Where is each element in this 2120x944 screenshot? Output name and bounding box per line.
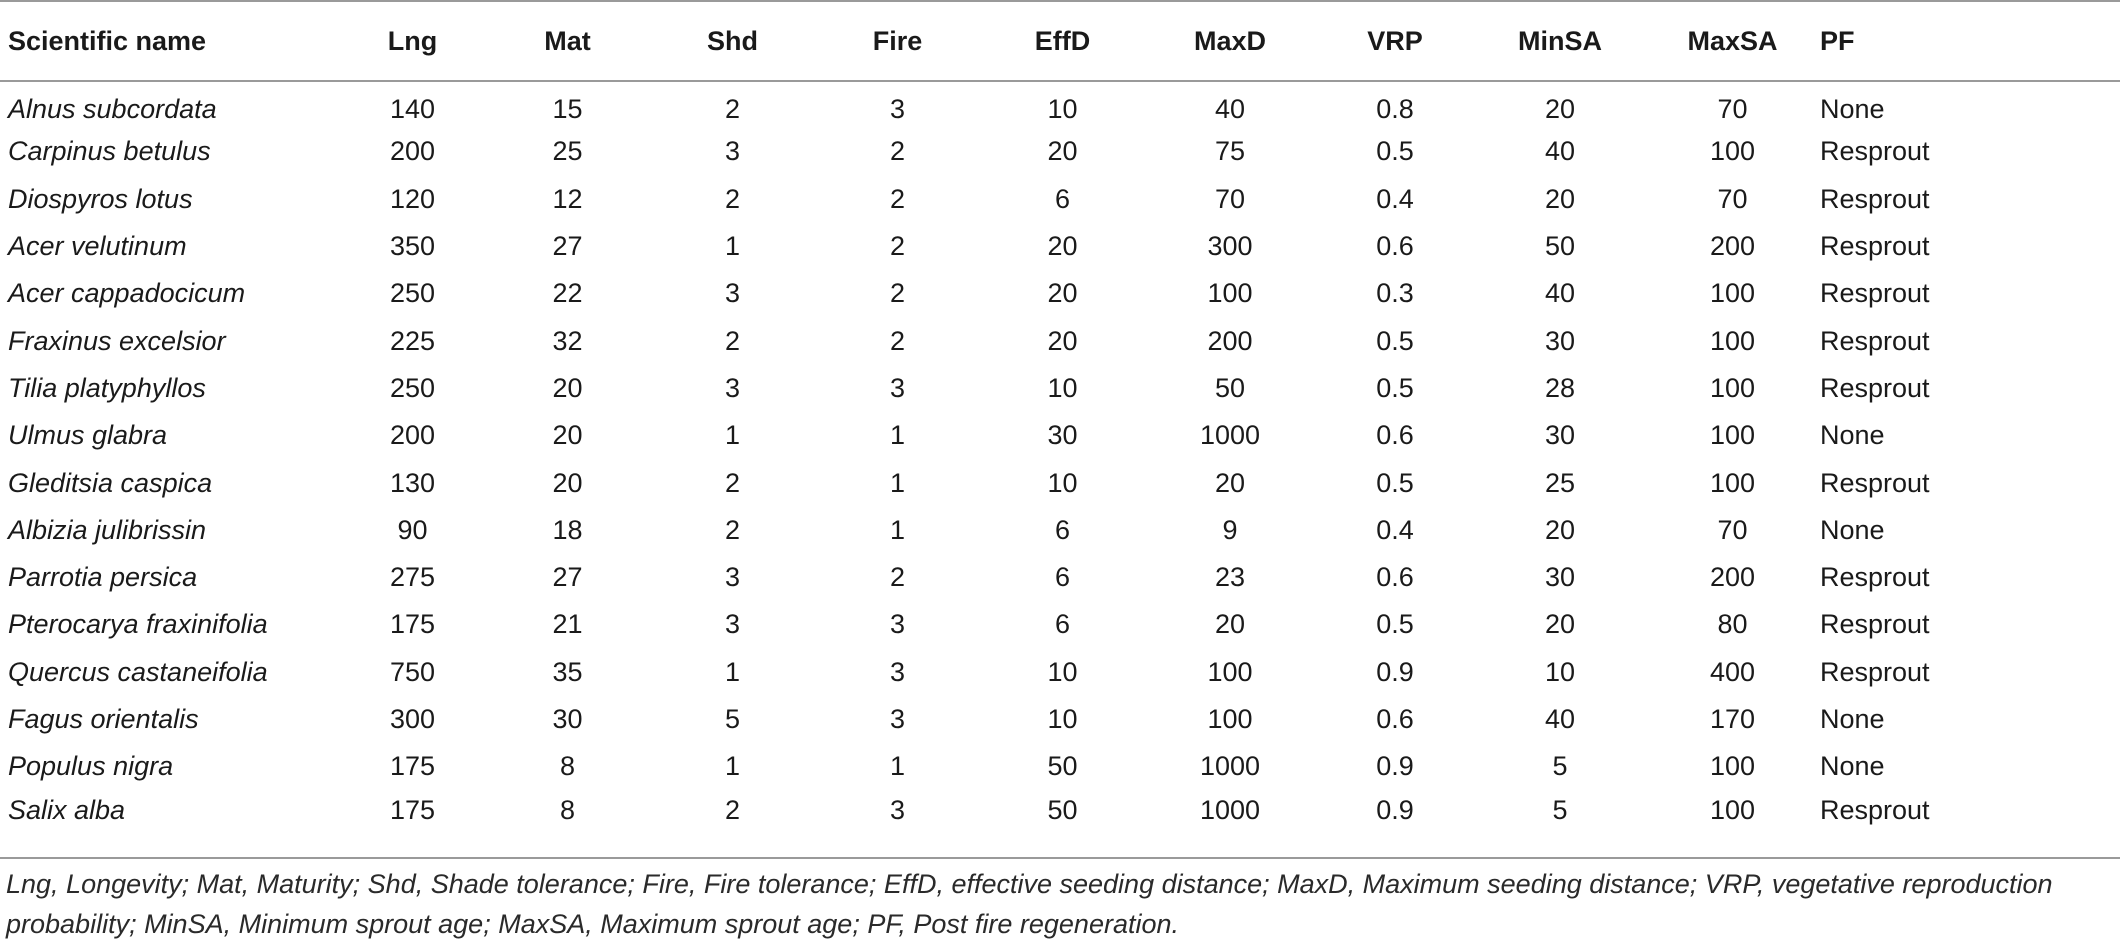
value-cell: 20 <box>552 467 583 498</box>
table-row <box>0 601 2120 648</box>
value-cell: 6 <box>1054 514 1071 545</box>
value-cell: 3 <box>889 372 906 403</box>
species-name-cell: Parrotia persica <box>8 562 198 593</box>
value-cell: 10 <box>1047 467 1078 498</box>
value-cell: 8 <box>559 751 576 782</box>
table-row <box>0 696 2120 743</box>
value-cell: 2 <box>889 231 906 262</box>
pf-cell: None <box>1820 514 1885 545</box>
table-body <box>0 81 2120 838</box>
column-header-scientific-name: Scientific name <box>0 1 340 81</box>
value-cell: 10 <box>1047 93 1078 124</box>
value-cell: 100 <box>1709 420 1756 451</box>
column-header-maxsa: MaxSA <box>1645 1 1820 81</box>
value-cell: 35 <box>552 656 583 687</box>
value-cell: 140 <box>389 93 436 124</box>
value-cell: 9 <box>1222 514 1238 545</box>
value-cell: 50 <box>1544 231 1576 262</box>
species-name-cell: Gleditsia caspica <box>8 467 213 498</box>
value-cell: 70 <box>1717 183 1748 214</box>
value-cell: 27 <box>552 562 583 593</box>
table-row <box>0 176 2120 223</box>
value-cell: 200 <box>1709 562 1756 593</box>
table-footnote <box>6 864 2106 944</box>
pf-cell: Resprout <box>1820 372 1930 403</box>
value-cell: 100 <box>1207 278 1253 309</box>
value-cell: 90 <box>397 514 428 545</box>
value-cell: 10 <box>1047 372 1078 403</box>
value-cell: 20 <box>1214 467 1246 498</box>
value-cell: 0.9 <box>1376 656 1414 687</box>
table-row <box>0 270 2120 317</box>
value-cell: 20 <box>1214 609 1246 640</box>
pf-cell: Resprout <box>1820 562 1930 593</box>
value-cell: 25 <box>552 136 583 167</box>
value-cell: 3 <box>889 609 906 640</box>
pf-cell: None <box>1820 420 1885 451</box>
table-row <box>0 554 2120 601</box>
value-cell: 0.8 <box>1376 93 1414 124</box>
column-header-effd: EffD <box>980 1 1145 81</box>
value-cell: 3 <box>889 656 906 687</box>
value-cell: 100 <box>1207 704 1253 734</box>
value-cell: 6 <box>1054 183 1071 214</box>
value-cell: 120 <box>389 183 436 214</box>
value-cell: 0.9 <box>1376 751 1414 782</box>
value-cell: 3 <box>889 794 906 825</box>
value-cell: 175 <box>389 751 436 782</box>
value-cell: 100 <box>1709 278 1756 309</box>
value-cell: 50 <box>1214 372 1246 403</box>
table-row <box>0 459 2120 506</box>
value-cell: 0.3 <box>1376 278 1414 309</box>
value-cell: 3 <box>724 278 741 309</box>
value-cell: 1000 <box>1199 420 1261 451</box>
value-cell: 2 <box>724 183 741 214</box>
column-header-lng: Lng <box>340 1 485 81</box>
value-cell: 350 <box>389 231 436 262</box>
value-cell: 2 <box>724 794 741 825</box>
value-cell: 1 <box>724 231 741 262</box>
footnote-line-2: probability; MinSA, Minimum sprout age; MaxSA, Maximum sprout age; PF, Post fire regeneration. <box>6 909 1179 939</box>
value-cell: 5 <box>724 704 741 734</box>
value-cell: 27 <box>552 231 583 262</box>
value-cell: 40 <box>1214 93 1246 124</box>
species-name-cell: Pterocarya fraxinifolia <box>8 609 268 640</box>
pf-cell: Resprout <box>1820 231 1930 262</box>
value-cell: 10 <box>1047 656 1078 687</box>
value-cell: 40 <box>1544 704 1576 734</box>
value-cell: 80 <box>1717 609 1748 640</box>
value-cell: 20 <box>1047 325 1078 356</box>
value-cell: 1 <box>889 751 906 782</box>
species-name-cell: Albizia julibrissin <box>8 514 207 545</box>
value-cell: 0.4 <box>1376 514 1414 545</box>
value-cell: 100 <box>1709 751 1756 782</box>
species-name-cell: Salix alba <box>8 794 126 825</box>
pf-cell: Resprout <box>1820 656 1930 687</box>
value-cell: 130 <box>389 467 436 498</box>
value-cell: 2 <box>724 467 741 498</box>
value-cell: 0.6 <box>1376 231 1414 262</box>
value-cell: 2 <box>889 278 906 309</box>
value-cell: 2 <box>889 183 906 214</box>
value-cell: 30 <box>1544 562 1576 593</box>
table-header <box>0 1 2120 81</box>
value-cell: 1000 <box>1199 751 1261 782</box>
value-cell: 2 <box>724 325 741 356</box>
table-row <box>0 223 2120 270</box>
value-cell: 21 <box>552 609 583 640</box>
value-cell: 20 <box>1047 231 1078 262</box>
species-name-cell: Populus nigra <box>8 751 174 782</box>
value-cell: 100 <box>1709 372 1756 403</box>
value-cell: 12 <box>552 183 583 214</box>
pf-cell: Resprout <box>1820 183 1930 214</box>
value-cell: 20 <box>1544 609 1576 640</box>
column-header-vrp: VRP <box>1315 1 1475 81</box>
value-cell: 25 <box>1544 467 1576 498</box>
value-cell: 50 <box>1047 751 1078 782</box>
table-row <box>0 507 2120 554</box>
value-cell: 1000 <box>1199 794 1261 825</box>
value-cell: 6 <box>1054 562 1071 593</box>
value-cell: 100 <box>1709 794 1756 825</box>
column-header-mat: Mat <box>485 1 650 81</box>
value-cell: 100 <box>1709 136 1756 167</box>
table-row <box>0 743 2120 790</box>
value-cell: 0.6 <box>1376 562 1414 593</box>
value-cell: 30 <box>1544 420 1576 451</box>
value-cell: 2 <box>724 514 741 545</box>
value-cell: 75 <box>1214 136 1246 167</box>
value-cell: 175 <box>389 794 436 825</box>
value-cell: 50 <box>1047 794 1078 825</box>
pf-cell: Resprout <box>1820 609 1930 640</box>
value-cell: 300 <box>1207 231 1253 262</box>
value-cell: 3 <box>889 704 906 734</box>
value-cell: 3 <box>724 562 741 593</box>
value-cell: 20 <box>1544 514 1576 545</box>
table-row <box>0 790 2120 837</box>
column-header-shd: Shd <box>650 1 815 81</box>
value-cell: 0.4 <box>1376 183 1414 214</box>
value-cell: 250 <box>389 372 436 403</box>
value-cell: 200 <box>1207 325 1253 356</box>
value-cell: 0.5 <box>1376 609 1414 640</box>
value-cell: 6 <box>1054 609 1071 640</box>
value-cell: 8 <box>559 794 576 825</box>
value-cell: 30 <box>1047 420 1078 451</box>
value-cell: 2 <box>889 136 906 167</box>
value-cell: 750 <box>389 656 436 687</box>
footnote-line-1: Lng, Longevity; Mat, Maturity; Shd, Shade tolerance; Fire, Fire tolerance; EffD, effective seeding distance; MaxD, Maximum seeding distance; VRP, vegetative reproduction <box>6 869 2053 899</box>
value-cell: 0.5 <box>1376 136 1414 167</box>
value-cell: 250 <box>389 278 436 309</box>
species-name-cell: Fagus orientalis <box>8 704 199 734</box>
value-cell: 300 <box>389 704 436 734</box>
pf-cell: Resprout <box>1820 325 1930 356</box>
value-cell: 3 <box>889 93 906 124</box>
value-cell: 40 <box>1544 278 1576 309</box>
value-cell: 1 <box>889 420 906 451</box>
species-name-cell: Alnus subcordata <box>8 93 217 124</box>
species-name-cell: Carpinus betulus <box>8 136 211 167</box>
value-cell: 3 <box>724 609 741 640</box>
pf-cell: Resprout <box>1820 794 1930 825</box>
species-name-cell: Diospyros lotus <box>8 183 193 214</box>
value-cell: 0.6 <box>1376 704 1414 734</box>
value-cell: 1 <box>724 751 741 782</box>
value-cell: 20 <box>1047 278 1078 309</box>
table-row <box>0 412 2120 459</box>
value-cell: 10 <box>1544 656 1576 687</box>
pf-cell: Resprout <box>1820 467 1930 498</box>
value-cell: 275 <box>389 562 436 593</box>
value-cell: 1 <box>889 514 906 545</box>
species-name-cell: Ulmus glabra <box>8 420 168 451</box>
value-cell: 225 <box>389 325 436 356</box>
table-row <box>0 365 2120 412</box>
value-cell: 5 <box>1552 751 1568 782</box>
value-cell: 1 <box>889 467 906 498</box>
pf-cell: None <box>1820 93 1885 124</box>
value-cell: 23 <box>1214 562 1246 593</box>
table-row <box>0 81 2120 128</box>
species-name-cell: Quercus castaneifolia <box>8 656 268 687</box>
column-header-minsa: MinSA <box>1475 1 1645 81</box>
value-cell: 20 <box>1544 93 1576 124</box>
value-cell: 20 <box>552 420 583 451</box>
value-cell: 3 <box>724 136 741 167</box>
value-cell: 100 <box>1709 325 1756 356</box>
value-cell: 1 <box>724 656 741 687</box>
value-cell: 200 <box>389 136 436 167</box>
table-row <box>0 649 2120 696</box>
value-cell: 70 <box>1717 93 1748 124</box>
value-cell: 200 <box>389 420 436 451</box>
header-row <box>0 1 2120 81</box>
value-cell: 20 <box>1047 136 1078 167</box>
value-cell: 2 <box>889 562 906 593</box>
value-cell: 100 <box>1709 467 1756 498</box>
value-cell: 2 <box>724 93 741 124</box>
column-header-maxd: MaxD <box>1145 1 1315 81</box>
value-cell: 200 <box>1709 231 1756 262</box>
value-cell: 400 <box>1709 656 1756 687</box>
table-row <box>0 128 2120 175</box>
value-cell: 3 <box>724 372 741 403</box>
species-name-cell: Acer velutinum <box>8 231 187 262</box>
column-header-pf: PF <box>1820 1 2120 81</box>
pf-cell: Resprout <box>1820 278 1930 309</box>
species-name-cell: Fraxinus excelsior <box>8 325 226 356</box>
value-cell: 0.5 <box>1376 467 1414 498</box>
value-cell: 30 <box>552 704 583 734</box>
pf-cell: Resprout <box>1820 136 1930 167</box>
value-cell: 5 <box>1552 794 1568 825</box>
value-cell: 1 <box>724 420 741 451</box>
value-cell: 32 <box>552 325 583 356</box>
value-cell: 10 <box>1047 704 1078 734</box>
species-name-cell: Acer cappadocicum <box>8 278 246 309</box>
species-name-cell: Tilia platyphyllos <box>8 372 206 403</box>
value-cell: 0.5 <box>1376 325 1414 356</box>
value-cell: 70 <box>1717 514 1748 545</box>
column-header-fire: Fire <box>815 1 980 81</box>
value-cell: 175 <box>389 609 436 640</box>
value-cell: 100 <box>1207 656 1253 687</box>
table-row <box>0 317 2120 364</box>
value-cell: 28 <box>1544 372 1576 403</box>
pf-cell: None <box>1820 704 1885 734</box>
value-cell: 20 <box>552 372 583 403</box>
value-cell: 0.5 <box>1376 372 1414 403</box>
value-cell: 30 <box>1544 325 1576 356</box>
value-cell: 22 <box>552 278 583 309</box>
pf-cell: None <box>1820 751 1885 782</box>
value-cell: 70 <box>1214 183 1246 214</box>
value-cell: 20 <box>1544 183 1576 214</box>
value-cell: 0.9 <box>1376 794 1414 825</box>
value-cell: 170 <box>1709 704 1756 734</box>
value-cell: 0.6 <box>1376 420 1414 451</box>
value-cell: 18 <box>552 514 583 545</box>
table-bottom-rule <box>0 857 2120 859</box>
value-cell: 15 <box>552 93 583 124</box>
value-cell: 2 <box>889 325 906 356</box>
value-cell: 40 <box>1544 136 1576 167</box>
